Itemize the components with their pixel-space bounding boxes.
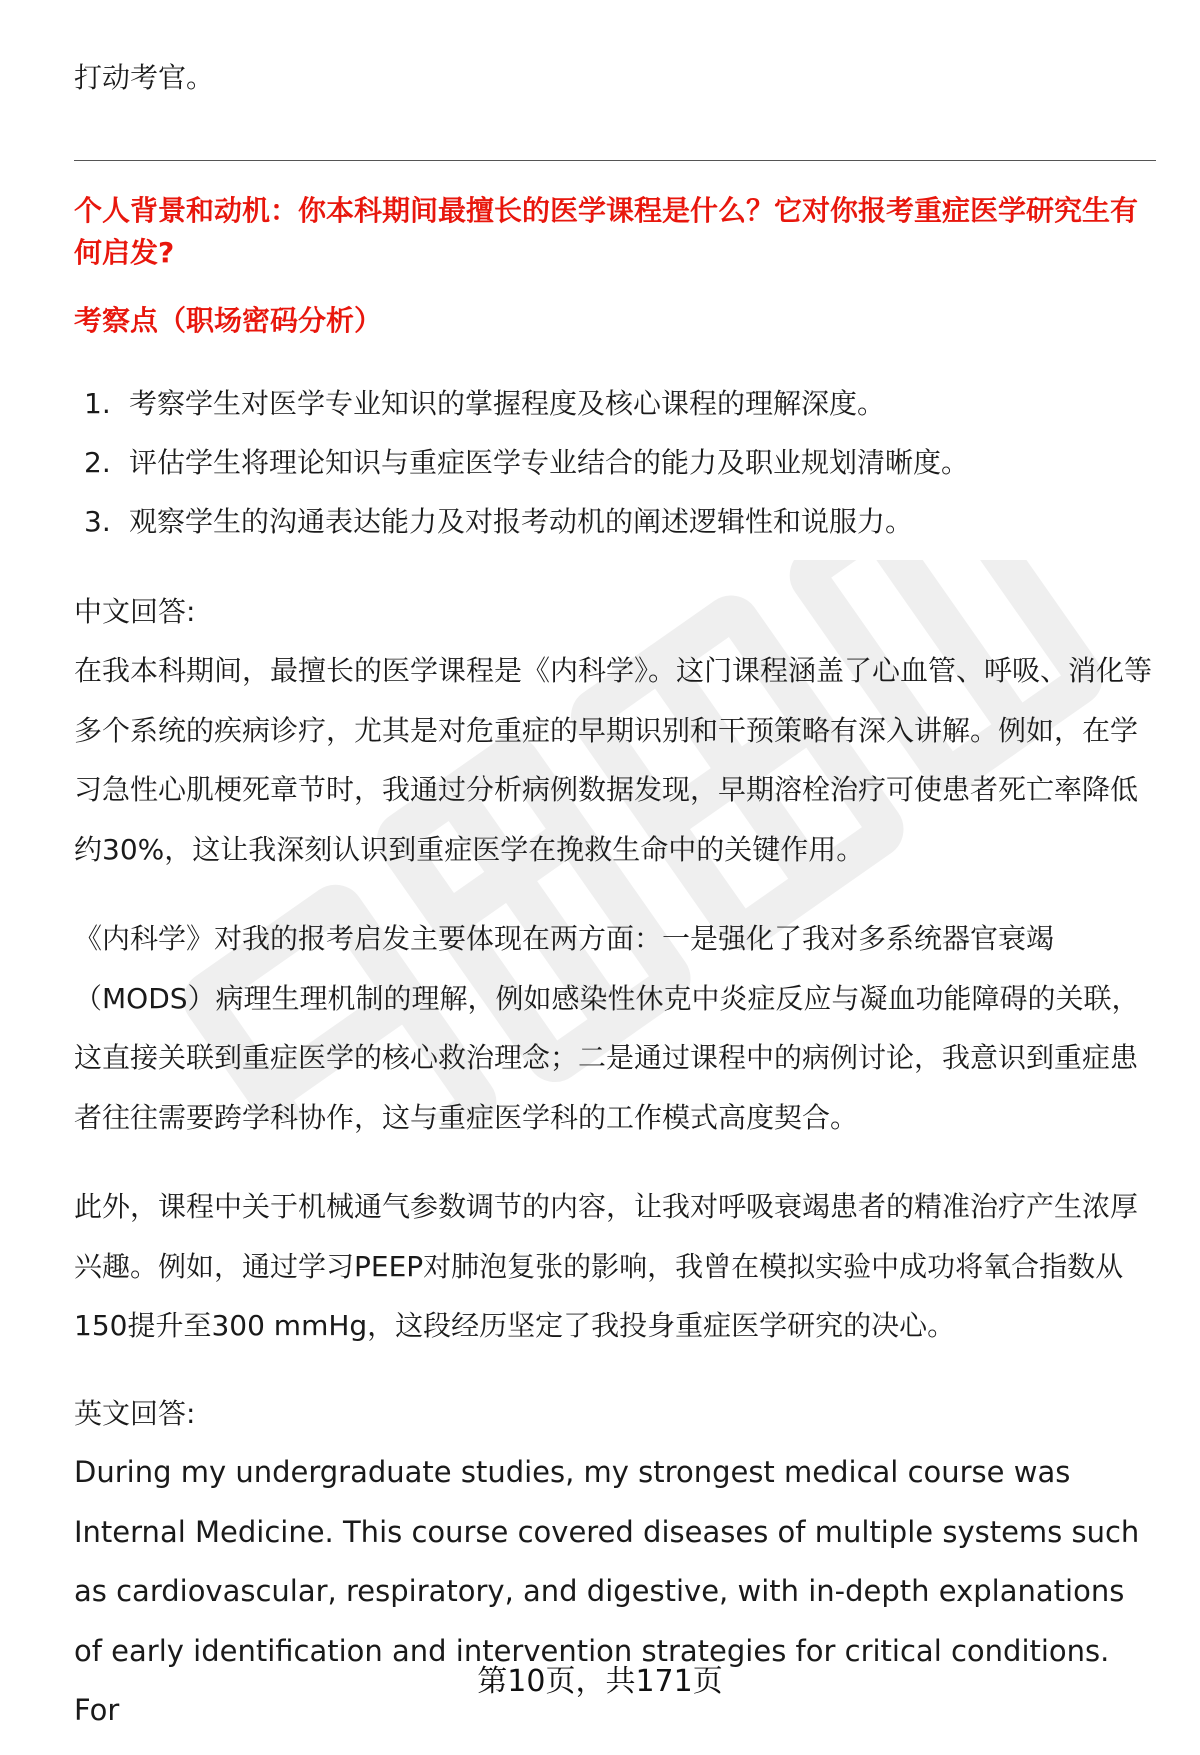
page-footer: 第10页，共171页 xyxy=(477,1664,723,1699)
assessment-item xyxy=(74,443,969,502)
question-heading: 个人背景和动机：你本科期间最擅长的医学课程是什么？它对你报考重症医学研究生有何启发? xyxy=(74,194,1139,269)
paragraph-text: During my undergraduate studies, my strongest medical course was Internal Medicine. This course covered diseases of multiple systems such as cardiovascular, respiratory, and digestive, with in-depth explanations of early identification and intervention strategies for critical conditions. For xyxy=(74,1455,1140,1727)
english-answer-label: 英文回答: xyxy=(74,1397,196,1430)
list-number: 1. xyxy=(84,387,111,420)
lead-text: 打动考官。 xyxy=(74,61,215,94)
chinese-answer-paragraph-3 xyxy=(74,1177,1156,1356)
assessment-list xyxy=(74,384,969,561)
list-number: 2. xyxy=(84,446,111,479)
assessment-item-text: 评估学生将理论知识与重症医学专业结合的能力及职业规划清晰度。 xyxy=(129,446,970,479)
chinese-answer-paragraph-2 xyxy=(74,909,1156,1147)
list-number: 3. xyxy=(84,505,111,538)
chinese-answer-label: 中文回答: xyxy=(74,595,196,628)
paragraph-text: 《内科学》对我的报考启发主要体现在两方面：一是强化了我对多系统器官衰竭（MODS）病理生理机制的理解，例如感染性休克中炎症反应与凝血功能障碍的关联，这直接关联到重症医学的核心救治理念；二是通过课程中的病例讨论，我意识到重症患者往往需要跨学科协作，这与重症医学科的工作模式高度契合。 xyxy=(74,922,1140,1134)
assessment-item xyxy=(74,384,969,443)
chinese-answer-paragraph-1 xyxy=(74,641,1156,879)
english-answer-paragraph xyxy=(74,1443,1156,1741)
assessment-item-text: 考察学生对医学专业知识的掌握程度及核心课程的理解深度。 xyxy=(129,387,886,420)
assessment-title: 考察点（职场密码分析） xyxy=(74,304,383,337)
assessment-item-text: 观察学生的沟通表达能力及对报考动机的阐述逻辑性和说服力。 xyxy=(129,505,914,538)
section-divider xyxy=(74,160,1156,161)
assessment-item xyxy=(74,502,969,561)
paragraph-text: 此外，课程中关于机械通气参数调节的内容，让我对呼吸衰竭患者的精准治疗产生浓厚兴趣。例如，通过学习PEEP对肺泡复张的影响，我曾在模拟实验中成功将氧合指数从150提升至300 mmHg，这段经历坚定了我投身重症医学研究的决心。 xyxy=(74,1190,1139,1342)
paragraph-text: 在我本科期间，最擅长的医学课程是《内科学》。这门课程涵盖了心血管、呼吸、消化等多个系统的疾病诊疗，尤其是对危重症的早期识别和干预策略有深入讲解。例如，在学习急性心肌梗死章节时，我通过分析病例数据发现，早期溶栓治疗可使患者死亡率降低约30%，这让我深刻认识到重症医学在挽救生命中的关键作用。 xyxy=(74,654,1153,866)
